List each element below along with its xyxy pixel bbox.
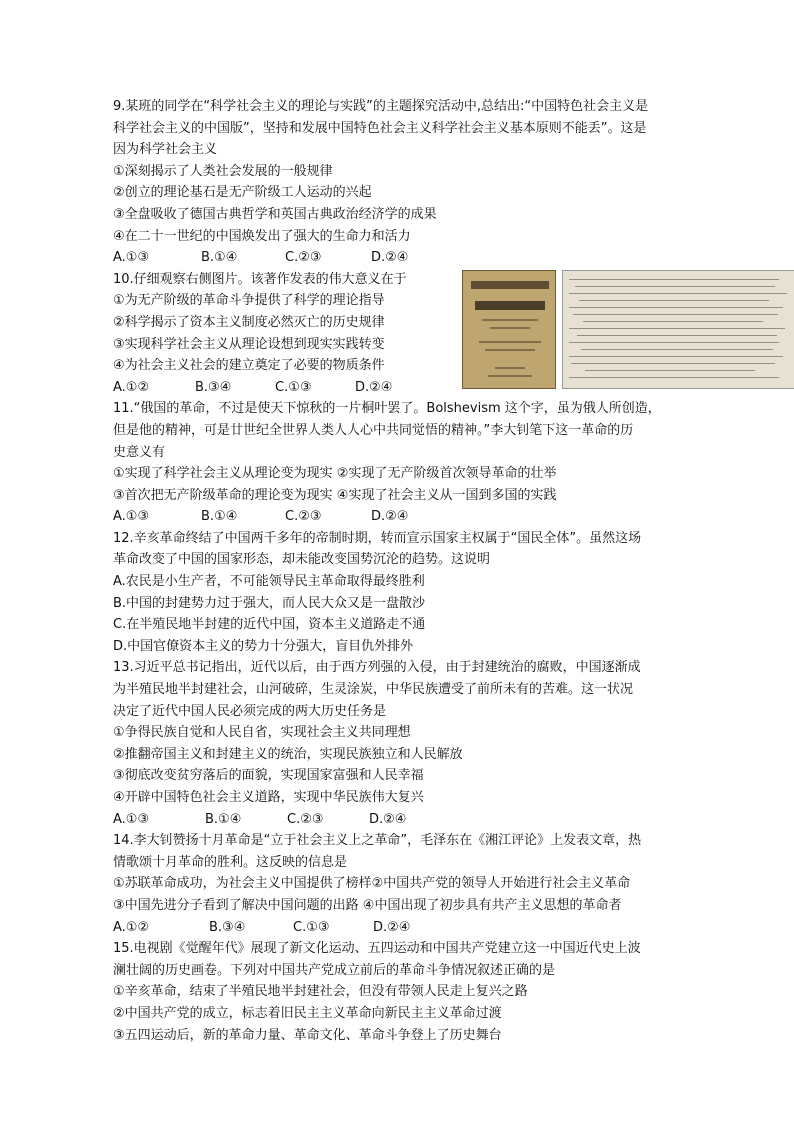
question-14: [113, 830, 683, 938]
option-b: B.中国的封建势力过于强大，而人民大众又是一盘散沙: [113, 595, 426, 611]
choice-a: A.①②: [113, 919, 150, 935]
question-10-stem: 10.仔细观察右侧图片。该著作发表的伟大意义在于: [113, 271, 407, 287]
answer-choices: [113, 247, 683, 269]
question-11: [113, 398, 683, 528]
question-13-stem: 为半殖民地半封建社会，山河破碎，生灵涂炭，中华民族遭受了前所未有的苦难。这一状况: [113, 682, 634, 698]
statement-item: ②中国共产党的成立，标志着旧民主主义革命向新民主主义革命过渡: [113, 1005, 502, 1021]
question-15-stem: 15.电视剧《觉醒年代》展现了新文化运动、五四运动和中国共产党建立这一中国近代史上波: [113, 941, 641, 957]
choice-d: D.②④: [369, 811, 407, 827]
question-12-stem: 12.辛亥革命终结了中国两千多年的帝制时期，转而宣示国家主权属于“国民全体”。虽然这场: [113, 530, 642, 546]
choice-c: C.②③: [285, 509, 322, 525]
answer-choices: [113, 506, 683, 528]
question-15: [113, 938, 683, 1046]
question-13-stem: 13.习近平总书记指出，近代以后，由于西方列强的入侵，由于封建统治的腐败，中国逐渐成: [113, 660, 641, 676]
question-9-stem: 因为科学社会主义: [113, 142, 218, 158]
choice-d: D.②④: [371, 250, 409, 266]
question-13: [113, 657, 683, 830]
handwritten-manuscript-image: [562, 270, 794, 389]
choice-a: A.①②: [113, 379, 150, 395]
answer-choices: [113, 917, 683, 939]
statement-item: ①争得民族自觉和人民自省，实现社会主义共同理想: [113, 725, 411, 741]
statement-item: ③中国先进分子看到了解决中国问题的出路 ④中国出现了初步具有共产主义思想的革命者: [113, 897, 622, 913]
question-9-stem: 9.某班的同学在“科学社会主义的理论与实践”的主题探究活动中,总结出:“中国特色社会主义是: [113, 99, 649, 114]
choice-b: B.①④: [201, 250, 238, 266]
question-12-stem: 革命改变了中国的国家形态，却未能改变国势沉沦的趋势。这说明: [113, 552, 491, 568]
statement-item: ①辛亥革命，结束了半殖民地半封建社会，但没有带领人民走上复兴之路: [113, 984, 528, 1000]
question-9: [113, 96, 683, 269]
question-10: [113, 269, 683, 399]
statement-item: ③彻底改变贫穷落后的面貌，实现国家富强和人民幸福: [113, 768, 424, 784]
question-12: [113, 528, 683, 658]
option-a: A.农民是小生产者，不可能领导民主革命取得最终胜利: [113, 574, 425, 590]
manifesto-cover-image: [462, 270, 556, 389]
choice-c: C.①③: [293, 919, 330, 935]
choice-a: A.①③: [113, 250, 150, 266]
question-11-stem: 11.“俄国的革命，不过是使天下惊秋的一片桐叶罢了。Bolshevism 这个字，虽为俄人所创造，: [113, 401, 661, 417]
statement-item: ③五四运动后，新的革命力量、革命文化、革命斗争登上了历史舞台: [113, 1027, 502, 1043]
question-13-stem: 决定了近代中国人民必须完成的两大历史任务是: [113, 703, 387, 719]
question-11-stem: 但是他的精神，可是廿世纪全世界人类人人心中共同觉悟的精神。”李大钊笔下这一革命的历: [113, 422, 634, 438]
choice-c: C.①③: [275, 379, 312, 395]
statement-item: ④开辟中国特色社会主义道路，实现中华民族伟大复兴: [113, 790, 424, 805]
choice-d: D.②④: [373, 919, 411, 935]
question-14-stem: 14.李大钊赞扬十月革命是“立于社会主义上之革命”，毛泽东在《湘江评论》上发表文章，热: [113, 833, 642, 849]
choice-d: D.②④: [371, 509, 409, 525]
statement-item: ③实现科学社会主义从理论设想到现实实践转变: [113, 336, 385, 352]
choice-b: B.③④: [195, 379, 232, 395]
statement-item: ④在二十一世纪的中国焕发出了强大的生命力和活力: [113, 228, 411, 244]
statement-item: ②推翻帝国主义和封建主义的统治，实现民族独立和人民解放: [113, 746, 463, 762]
choice-b: B.①④: [201, 509, 238, 525]
statement-item: ①苏联革命成功，为社会主义中国提供了榜样②中国共产党的领导人开始进行社会主义革命: [113, 876, 631, 892]
choice-b: B.①④: [205, 811, 242, 827]
answer-choices: [113, 809, 683, 831]
statement-item: ④为社会主义社会的建立奠定了必要的物质条件: [113, 358, 385, 374]
statement-item: ①深刻揭示了人类社会发展的一般规律: [113, 163, 333, 179]
statement-item: ③首次把无产阶级革命的理论变为现实 ④实现了社会主义从一国到多国的实践: [113, 487, 557, 503]
choice-c: C.②③: [285, 250, 322, 266]
choice-b: B.③④: [209, 919, 246, 935]
choice-a: A.①③: [113, 811, 150, 827]
choice-c: C.②③: [287, 811, 324, 827]
statement-item: ②科学揭示了资本主义制度必然灭亡的历史规律: [113, 314, 385, 330]
question-15-stem: 澜壮阔的历史画卷。下列对中国共产党成立前后的革命斗争情况叙述正确的是: [113, 962, 556, 978]
question-14-stem: 情歌颂十月革命的胜利。这反映的信息是: [113, 854, 348, 870]
statement-item: ③全盘吸收了德国古典哲学和英国古典政治经济学的成果: [113, 206, 437, 222]
question-9-stem: 科学社会主义的中国版”，坚持和发展中国特色社会主义科学社会主义基本原则不能丢”。这是: [113, 120, 647, 136]
choice-a: A.①③: [113, 509, 150, 525]
statement-item: ①实现了科学社会主义从理论变为现实 ②实现了无产阶级首次领导革命的壮举: [113, 466, 557, 482]
option-d: D.中国官僚资本主义的势力十分强大，盲目仇外排外: [113, 638, 414, 654]
choice-d: D.②④: [355, 379, 393, 395]
option-c: C.在半殖民地半封建的近代中国，资本主义道路走不通: [113, 617, 426, 633]
question-page: [113, 96, 683, 1046]
manifesto-figure: [462, 270, 794, 389]
statement-item: ①为无产阶级的革命斗争提供了科学的理论指导: [113, 293, 385, 309]
statement-item: ②创立的理论基石是无产阶级工人运动的兴起: [113, 185, 372, 201]
question-11-stem: 史意义有: [113, 444, 166, 460]
